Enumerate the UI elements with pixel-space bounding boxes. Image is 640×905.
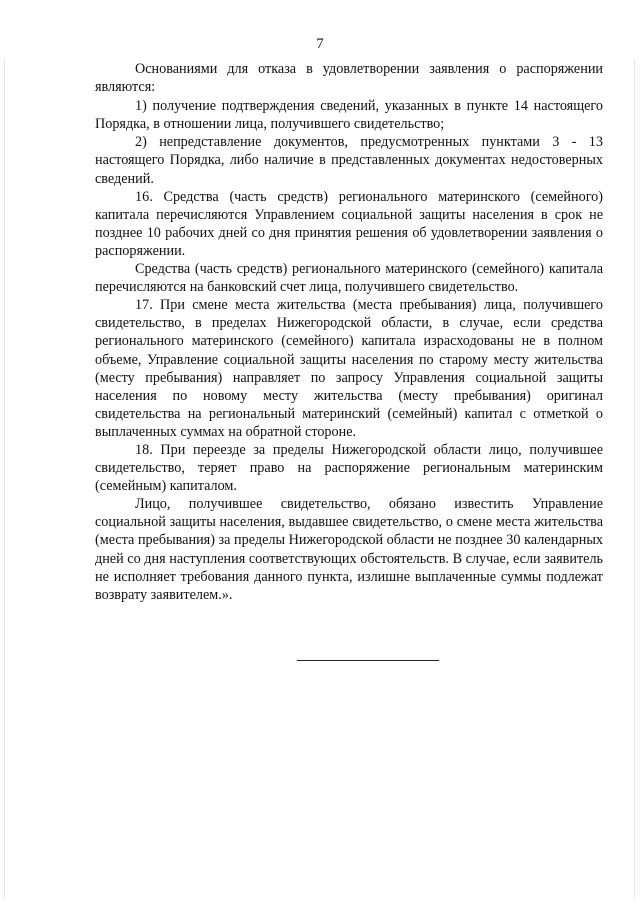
scan-edge-left [4,60,5,900]
paragraph-item-18: 18. При переезде за пределы Нижегородской области лицо, получившее свидетельство, теряет право на распоряжение региональным материнским (семейным) капиталом. [95,441,603,495]
paragraph-item-18-notice: Лицо, получившее свидетельство, обязано известить Управление социальной защиты населения, выдавшее свидетельство, о смене места жительства (места пребывания) за пределы Нижегородской области не позднее 30 календарных дней со дня наступления соответствующих обстоятельств. В случае, если заявитель не исполняет требования данного пункта, излишне выплаченные суммы подлежат возврату заявителем.». [95,496,603,603]
closing-horizontal-rule [297,660,439,661]
page-number: 7 [316,36,324,52]
paragraph-item-16: 16. Средства (часть средств) регионального материнского (семейного) капитала перечисляются Управлением социальной защиты населения в срок не позднее 10 рабочих дней со дня принятия решения об удовлетворении заявления о распоряжении. [95,188,603,259]
scan-edge-right [634,60,635,900]
document-body [95,60,603,604]
paragraph-item-17: 17. При смене места жительства (места пребывания) лица, получившего свидетельство, в пределах Нижегородской области, в случае, если средства регионального материнского (семейного) капитала израсходованы не в полном объеме, Управление социальной защиты населения по старому месту жительства (месту пребывания) направляет по запросу Управления социальной защиты населения по новому месту жительства (месту пребывания) оригинал свидетельства на региональный материнский (семейный) капитал с отметкой о выплаченных суммах на обратной стороне. [95,297,603,440]
paragraph-ground-2: 2) непредставление документов, предусмотренных пунктами 3 - 13 настоящего Порядка, либо наличие в представленных документах недостоверных сведений. [95,134,603,187]
paragraph-refusal-grounds: Основаниями для отказа в удовлетворении заявления о распоряжении являются: [95,61,603,96]
paragraph-ground-1: 1) получение подтверждения сведений, указанных в пункте 14 настоящего Порядка, в отношении лица, получившего свидетельство; [95,98,603,133]
paragraph-item-16-account: Средства (часть средств) регионального материнского (семейного) капитала перечисляются на банковский счет лица, получившего свидетельство. [95,261,603,296]
